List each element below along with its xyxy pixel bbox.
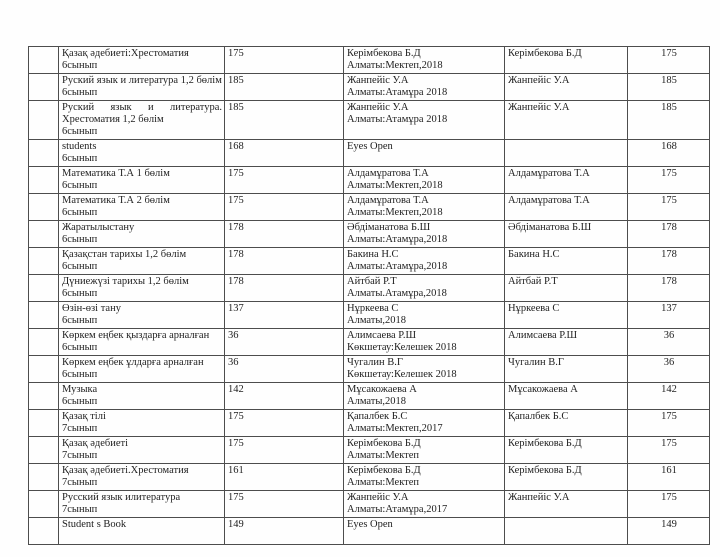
price-cell-right: 175 [628,47,710,74]
author-line: Керімбекова Б.Д [347,465,421,476]
author-line: Қапалбек Б.С [347,411,408,422]
book-title-cell [59,464,225,491]
row-number-cell [29,275,59,302]
price-cell-left: 149 [225,518,344,545]
grade-label: 6сынып [62,87,98,98]
author-cell: Чугалин В.Г [505,356,628,383]
price-cell-right: 168 [628,140,710,167]
book-title: Қазақ әдебиеті.Хрестоматия [62,465,189,476]
author-line: Алдамұратова Т.А [347,168,429,179]
price-cell-left: 36 [225,329,344,356]
author-line: Бакина Н.С [347,249,399,260]
price-cell-left: 178 [225,275,344,302]
price-cell-left: 175 [225,194,344,221]
grade-label: 6сынып [62,261,98,272]
author-cell: Қапалбек Б.С [505,410,628,437]
grade-label: 6сынып [62,369,98,380]
textbook-table-body [29,47,710,545]
author-cell: Айтбай Р.Т [505,275,628,302]
author-publisher-cell [344,383,505,410]
book-title: Дүниежүзі тарихы 1,2 бөлім [62,276,189,287]
grade-label: 6сынып [62,60,98,71]
price-cell-left: 185 [225,101,344,140]
table-row [29,329,710,356]
book-title-cell [59,74,225,101]
author-cell: Керімбекова Б.Д [505,464,628,491]
author-publisher-cell [344,518,505,545]
publisher-line: Алматы:Мектеп [347,477,420,488]
publisher-line: Алматы:Атамұра 2018 [347,114,448,125]
table-row [29,47,710,74]
author-line: Алимсаева Р.Ш [347,330,417,341]
publisher-line: Алматы:Атамұра 2018 [347,87,448,98]
grade-label: 6сынып [62,342,98,353]
price-cell-right: 175 [628,410,710,437]
table-row [29,248,710,275]
author-line: Жанпейіс У.А [347,102,409,113]
author-cell: Алимсаева Р.Ш [505,329,628,356]
book-title-cell [59,518,225,545]
row-number-cell [29,47,59,74]
author-line: Керімбекова Б.Д [347,438,421,449]
book-title-cell [59,383,225,410]
price-cell-right: 178 [628,248,710,275]
price-cell-right: 161 [628,464,710,491]
book-title-cell [59,275,225,302]
book-title: Руский язык и литература. Хрестоматия 1,2 бөлім [62,102,222,125]
row-number-cell [29,101,59,140]
row-number-cell [29,248,59,275]
book-title-cell [59,167,225,194]
table-row [29,302,710,329]
price-cell-left: 178 [225,248,344,275]
row-number-cell [29,410,59,437]
book-title-cell [59,356,225,383]
author-cell: Керімбекова Б.Д [505,47,628,74]
author-line: Нұркеева С [347,303,399,314]
book-title-cell [59,101,225,140]
book-title: Қазақ әдебиеті:Хрестоматия [62,48,189,59]
table-row [29,437,710,464]
book-title: Көркем еңбек қыздарға арналған [62,330,210,341]
price-cell-right: 137 [628,302,710,329]
price-cell-left: 175 [225,47,344,74]
author-publisher-cell [344,356,505,383]
book-title-cell [59,47,225,74]
author-publisher-cell [344,491,505,518]
price-cell-right: 36 [628,356,710,383]
author-cell: Керімбекова Б.Д [505,437,628,464]
book-title: Қазақ әдебиеті [62,438,128,449]
book-title-cell [59,410,225,437]
row-number-cell [29,221,59,248]
book-title: Student s Book [62,519,127,530]
book-title: Өзін-өзі тану [62,303,121,314]
row-number-cell [29,491,59,518]
price-cell-right: 175 [628,194,710,221]
author-line: Eyes Open [347,519,393,530]
price-cell-left: 137 [225,302,344,329]
price-cell-right: 185 [628,74,710,101]
price-cell-right: 178 [628,221,710,248]
author-cell: Алдамұратова Т.А [505,167,628,194]
author-publisher-cell [344,74,505,101]
publisher-line [347,153,502,165]
author-line: Мұсакожаева А [347,384,417,395]
publisher-line: Алматы:Атамұра,2017 [347,504,448,515]
author-line: Eyes Open [347,141,393,152]
publisher-line: Алматы:Атамұра,2018 [347,234,448,245]
author-cell: Бакина Н.С [505,248,628,275]
price-cell-left: 175 [225,410,344,437]
row-number-cell [29,140,59,167]
table-row [29,74,710,101]
book-title: Музыка [62,384,98,395]
row-number-cell [29,356,59,383]
book-title-cell [59,437,225,464]
table-row [29,101,710,140]
author-cell: Әбдіманатова Б.Ш [505,221,628,248]
book-title: Русский язык илитература [62,492,181,503]
publisher-line: Алматы:Мектеп [347,450,420,461]
author-cell: Жанпейіс У.А [505,74,628,101]
table-row [29,194,710,221]
publisher-line: Алматы,2018 [347,396,407,407]
book-title-cell [59,491,225,518]
row-number-cell [29,383,59,410]
author-publisher-cell [344,140,505,167]
book-title-cell [59,302,225,329]
author-publisher-cell [344,464,505,491]
price-cell-right: 149 [628,518,710,545]
publisher-line: Көкшетау:Келешек 2018 [347,342,457,353]
table-row [29,491,710,518]
publisher-line [347,531,502,543]
author-cell: Нұркеева С [505,302,628,329]
author-publisher-cell [344,47,505,74]
table-row [29,410,710,437]
table-row [29,275,710,302]
publisher-line: Алматы,2018 [347,315,407,326]
table-row [29,140,710,167]
price-cell-right: 175 [628,437,710,464]
grade-label: 6сынып [62,396,98,407]
book-title-cell [59,221,225,248]
author-publisher-cell [344,221,505,248]
price-cell-left: 175 [225,491,344,518]
book-title-cell [59,248,225,275]
price-cell-left: 175 [225,437,344,464]
price-cell-left: 178 [225,221,344,248]
price-cell-right: 36 [628,329,710,356]
book-title: Математика Т.А 1 бөлім [62,168,170,179]
author-publisher-cell [344,167,505,194]
author-publisher-cell [344,302,505,329]
book-title-cell [59,140,225,167]
row-number-cell [29,518,59,545]
author-line: Алдамұратова Т.А [347,195,429,206]
price-cell-left: 185 [225,74,344,101]
author-publisher-cell [344,194,505,221]
book-title: Руский язык и литература 1,2 бөлім [62,75,222,86]
author-line: Жанпейіс У.А [347,75,409,86]
table-row [29,356,710,383]
grade-label: 7сынып [62,504,98,515]
grade-label: 6сынып [62,207,98,218]
grade-label [62,531,222,543]
book-title: Математика Т.А 2 бөлім [62,195,170,206]
publisher-line: Алматы:Мектеп,2018 [347,207,443,218]
row-number-cell [29,329,59,356]
author-publisher-cell [344,275,505,302]
row-number-cell [29,302,59,329]
book-title: students [62,141,97,152]
table-row [29,383,710,410]
grade-label: 6сынып [62,234,98,245]
publisher-line: Алматы:Мектеп,2017 [347,423,443,434]
author-line: Керімбекова Б.Д [347,48,421,59]
grade-label: 6сынып [62,315,98,326]
author-line: Әбдіманатова Б.Ш [347,222,431,233]
table-row [29,464,710,491]
row-number-cell [29,464,59,491]
grade-label: 7сынып [62,450,98,461]
price-cell-right: 142 [628,383,710,410]
grade-label: 7сынып [62,423,98,434]
price-cell-left: 161 [225,464,344,491]
book-title-cell [59,194,225,221]
textbook-table [28,46,710,545]
author-cell [505,140,628,167]
grade-label: 6сынып [62,153,98,164]
price-cell-right: 175 [628,491,710,518]
book-title-cell [59,329,225,356]
author-cell [505,518,628,545]
publisher-line: Алматы:Мектеп,2018 [347,180,443,191]
grade-label: 6сынып [62,180,98,191]
author-cell: Жанпейіс У.А [505,491,628,518]
author-publisher-cell [344,101,505,140]
table-row [29,221,710,248]
author-cell: Алдамұратова Т.А [505,194,628,221]
price-cell-left: 142 [225,383,344,410]
book-title: Қазақ тілі [62,411,106,422]
table-row [29,518,710,545]
grade-label: 6сынып [62,288,98,299]
publisher-line: Көкшетау:Келешек 2018 [347,369,457,380]
row-number-cell [29,74,59,101]
publisher-line: Алматы:Атамұра,2018 [347,261,448,272]
author-cell: Мұсакожаева А [505,383,628,410]
table-row [29,167,710,194]
book-title: Көркем еңбек ұлдарға арналған [62,357,204,368]
price-cell-right: 178 [628,275,710,302]
book-title: Қазақстан тарихы 1,2 бөлім [62,249,187,260]
grade-label: 6сынып [62,126,98,137]
author-publisher-cell [344,329,505,356]
price-cell-left: 36 [225,356,344,383]
price-cell-left: 175 [225,167,344,194]
author-publisher-cell [344,437,505,464]
price-cell-right: 185 [628,101,710,140]
row-number-cell [29,437,59,464]
author-publisher-cell [344,248,505,275]
row-number-cell [29,194,59,221]
author-cell: Жанпейіс У.А [505,101,628,140]
price-cell-left: 168 [225,140,344,167]
publisher-line: Алматы:Мектеп,2018 [347,60,443,71]
grade-label: 7сынып [62,477,98,488]
author-publisher-cell [344,410,505,437]
publisher-line: Алматы.Атамұра,2018 [347,288,447,299]
row-number-cell [29,167,59,194]
book-title: Жаратылыстану [62,222,135,233]
author-line: Чугалин В.Г [347,357,403,368]
author-line: Айтбай Р.Т [347,276,397,287]
price-cell-right: 175 [628,167,710,194]
author-line: Жанпейіс У.А [347,492,409,503]
